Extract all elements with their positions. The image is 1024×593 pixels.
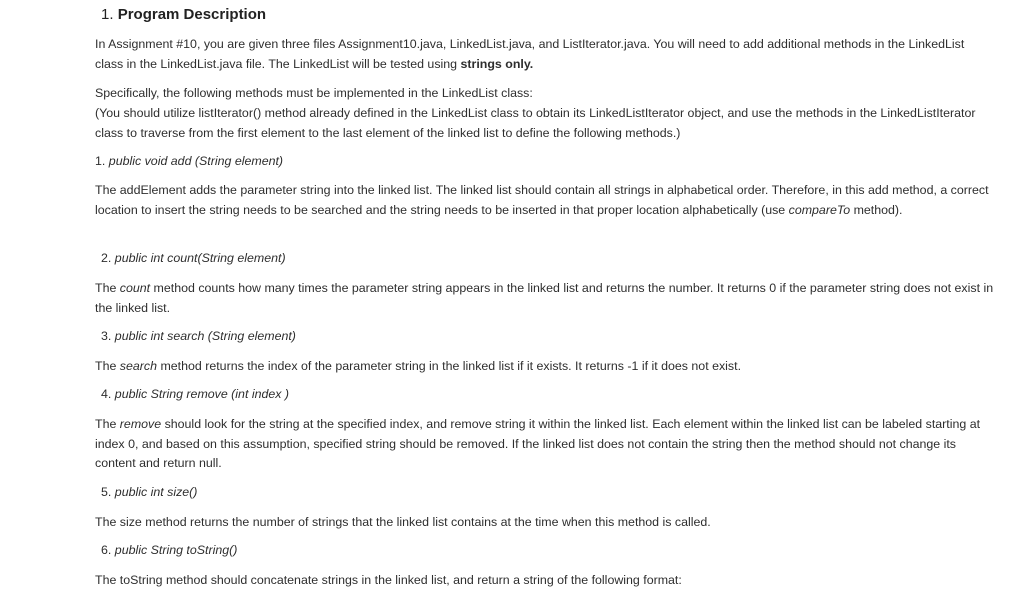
method-signature: public String toString(): [114, 543, 238, 557]
method-heading: [95, 152, 283, 172]
method-description: [95, 571, 995, 591]
desc-text: The addElement adds the parameter string into the linked list. The linked list should contain all strings in alphabetical order. Therefore, in this add method, a correct location to insert the string needs to be searched and the string needs to be inserted in that proper location alphabetically (use: [95, 183, 989, 217]
method-signature: public int search (String element): [114, 329, 296, 343]
section-number: 1.: [101, 6, 114, 23]
method-number: 2.: [101, 251, 112, 265]
method-heading: [101, 249, 286, 269]
method-heading: [101, 385, 289, 405]
desc-italic: count: [119, 281, 151, 295]
specifically-line: Specifically, the following methods must be implemented in the LinkedList class:: [95, 86, 533, 100]
method-heading: [101, 327, 296, 347]
specifically-note: (You should utilize listIterator() method already defined in the LinkedList class to obtain its LinkedListIterator object, and use the methods in the LinkedListIterator class to traverse from the first element to the last element of the linked list to define the following methods.): [95, 106, 976, 140]
desc-text: should look for the string at the specified index, and remove string it within the linked list. Each element within the linked list can be labeled starting at index 0, and based on this assumption, specified string should be removed. If the linked list does not contain the string then the method should not change its content and return null.: [95, 417, 981, 471]
method-heading: [101, 483, 197, 503]
method-description: [95, 279, 995, 318]
method-signature: public String remove (int index ): [114, 387, 290, 401]
method-signature: public int size(): [114, 485, 198, 499]
section-title: Program Description: [117, 6, 267, 23]
method-description: [95, 513, 995, 533]
method-heading: [101, 541, 237, 561]
method-number: 1.: [95, 154, 106, 168]
desc-italic: search: [119, 359, 157, 373]
desc-text: The: [95, 417, 120, 431]
desc-text: The: [95, 359, 120, 373]
section-heading: [101, 5, 266, 25]
intro-text: In Assignment #10, you are given three files Assignment10.java, LinkedList.java, and ListIterator.java. You will need to add additional methods in the LinkedList class in the LinkedList.java file. The LinkedList will be tested using: [95, 37, 965, 71]
desc-text: method).: [850, 202, 903, 217]
desc-italic: compareTo: [788, 202, 851, 217]
desc-text: method counts how many times the parameter string appears in the linked list and returns the number. It returns 0 if the parameter string does not exist in the linked list.: [95, 281, 994, 315]
method-number: 5.: [101, 485, 112, 499]
desc-text: method returns the index of the parameter string in the linked list if it exists. It returns -1 if it does not exist.: [157, 359, 742, 373]
method-signature: public void add (String element): [108, 154, 284, 168]
method-description: [95, 357, 995, 377]
desc-text: The size method returns the number of strings that the linked list contains at the time when this method is called.: [95, 515, 711, 529]
intro-paragraph: [95, 35, 995, 74]
method-description: [95, 181, 995, 220]
intro-bold-text: strings only.: [460, 56, 534, 71]
desc-text: The toString method should concatenate strings in the linked list, and return a string of the following format:: [95, 573, 682, 587]
method-number: 4.: [101, 387, 112, 401]
method-number: 3.: [101, 329, 112, 343]
method-description: [95, 415, 995, 474]
method-number: 6.: [101, 543, 112, 557]
desc-text: The: [95, 281, 120, 295]
desc-italic: remove: [119, 417, 162, 431]
method-signature: public int count(String element): [114, 251, 286, 265]
